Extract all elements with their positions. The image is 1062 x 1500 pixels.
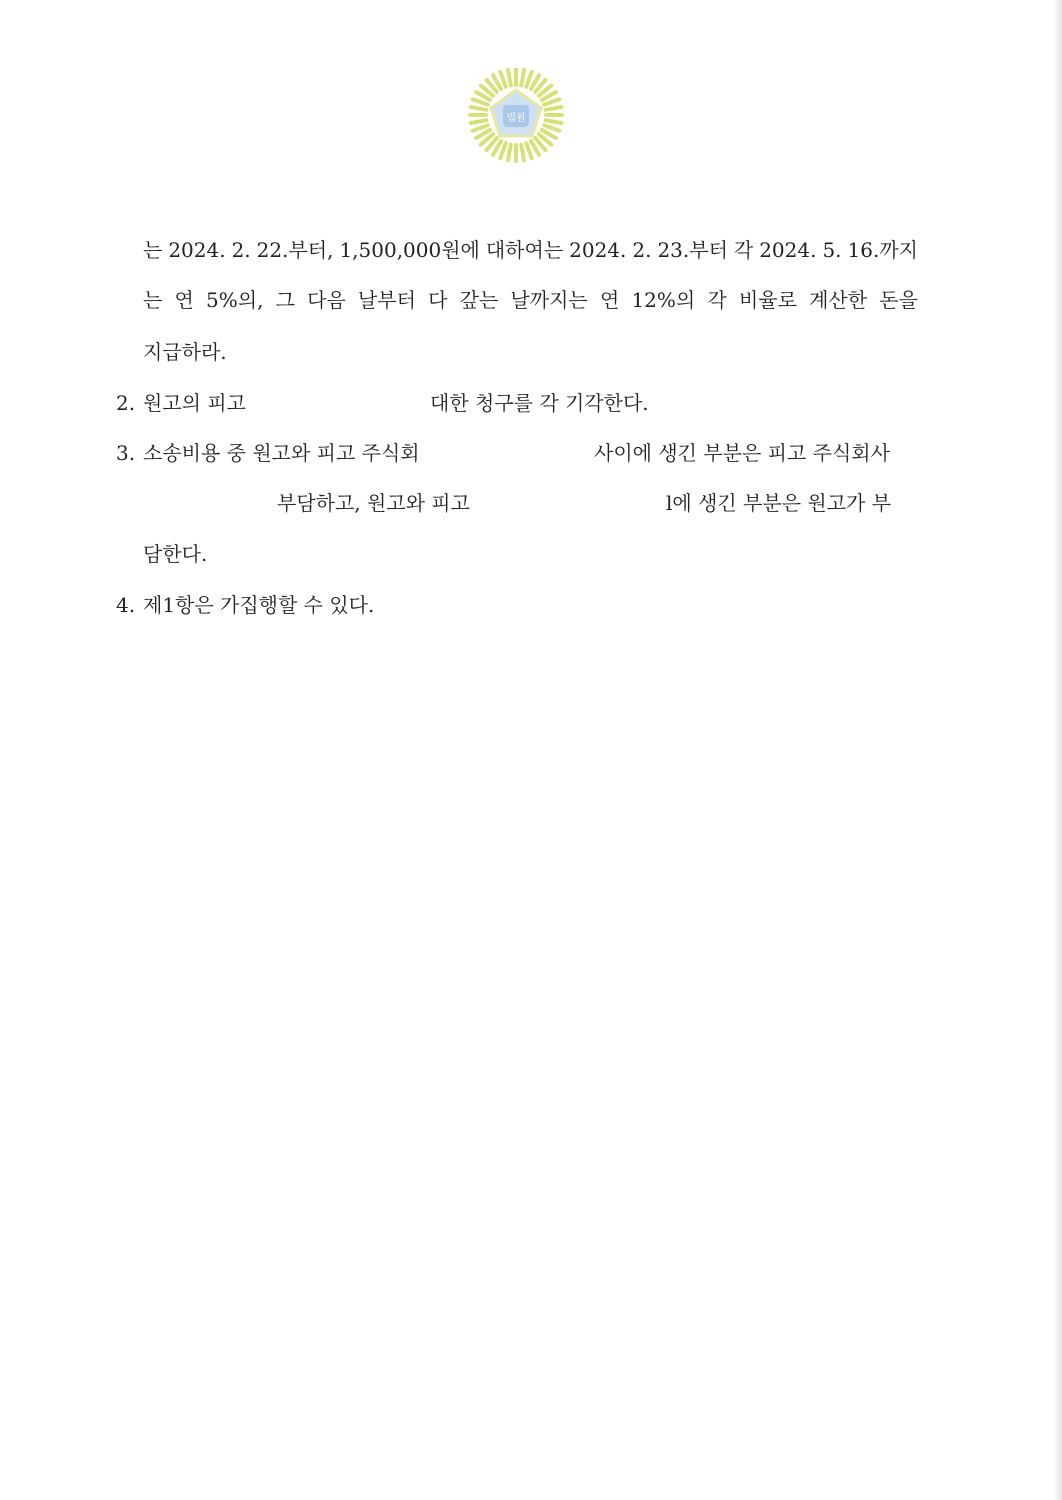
seal-text: 법원 bbox=[506, 113, 526, 124]
word: 16.까지 bbox=[847, 238, 918, 262]
word: 대하여는 bbox=[485, 238, 564, 262]
word: 2. bbox=[632, 238, 652, 262]
page-edge-shadow bbox=[1054, 0, 1062, 1500]
word: 연 bbox=[599, 288, 620, 312]
word: 돈을 bbox=[879, 288, 918, 312]
seal-ray bbox=[546, 120, 562, 123]
word: 12%의 bbox=[631, 288, 696, 312]
word: 연 bbox=[174, 288, 194, 312]
seal-ray bbox=[500, 72, 505, 87]
word: 2024. bbox=[569, 238, 627, 262]
item2-text-part1: 원고의 피고 bbox=[143, 391, 246, 415]
seal-ray bbox=[526, 143, 531, 158]
item1-line2 bbox=[143, 286, 918, 314]
word: 다음 bbox=[307, 288, 346, 312]
word: 날부터 bbox=[357, 288, 416, 312]
seal-ray bbox=[544, 125, 559, 130]
word: 는 bbox=[143, 288, 163, 312]
word: 23.부터 bbox=[657, 238, 728, 262]
seal-ray bbox=[526, 72, 531, 87]
item1-line1 bbox=[143, 236, 918, 264]
item2-number: 2. bbox=[116, 391, 136, 415]
word: 날까지는 bbox=[510, 288, 588, 312]
seal-ray bbox=[473, 125, 488, 130]
word: 5. bbox=[822, 238, 842, 262]
item1-line3: 지급하라. bbox=[143, 340, 227, 364]
seal-ray bbox=[521, 70, 524, 86]
item3-line2-part2: l에 생긴 부분은 원고가 부 bbox=[666, 491, 892, 515]
word: 는 bbox=[143, 238, 163, 262]
item3-line1-part2: 사이에 생긴 부분은 피고 주식회사 bbox=[594, 441, 890, 465]
seal-ray bbox=[500, 143, 505, 158]
seal-ray bbox=[508, 145, 511, 161]
item3-line2-part1: 부담하고, 원고와 피고 bbox=[277, 491, 470, 515]
word: 1,500,000원에 bbox=[339, 238, 480, 262]
seal-ray bbox=[471, 120, 487, 123]
word: 각 bbox=[707, 288, 727, 312]
seal-ray bbox=[544, 99, 559, 104]
word: 각 bbox=[733, 238, 754, 262]
word: 계산한 bbox=[809, 288, 868, 312]
item2-text-part2: 대한 청구를 각 기각한다. bbox=[430, 391, 649, 415]
item3-line3: 담한다. bbox=[143, 542, 208, 566]
seal-ray bbox=[521, 145, 524, 161]
word: 5%의, bbox=[206, 288, 264, 312]
word: 2. bbox=[231, 238, 251, 262]
word: 2024. bbox=[759, 238, 817, 262]
word: 갚는 bbox=[459, 288, 499, 312]
item4-number: 4. bbox=[116, 593, 136, 617]
item3-line1-part1: 소송비용 중 원고와 피고 주식회 bbox=[143, 441, 420, 465]
word: 비율로 bbox=[738, 288, 797, 312]
word: 다 bbox=[428, 288, 448, 312]
word: 22.부터, bbox=[256, 238, 334, 262]
item3-number: 3. bbox=[116, 441, 136, 465]
seal-ray bbox=[471, 107, 487, 110]
seal-ray bbox=[473, 99, 488, 104]
seal-ray bbox=[508, 70, 511, 86]
item4-text: 제1항은 가집행할 수 있다. bbox=[143, 593, 375, 617]
court-seal-icon bbox=[466, 68, 566, 164]
word: 2024. bbox=[168, 238, 226, 262]
seal-ray bbox=[546, 107, 562, 110]
word: 그 bbox=[275, 288, 295, 312]
